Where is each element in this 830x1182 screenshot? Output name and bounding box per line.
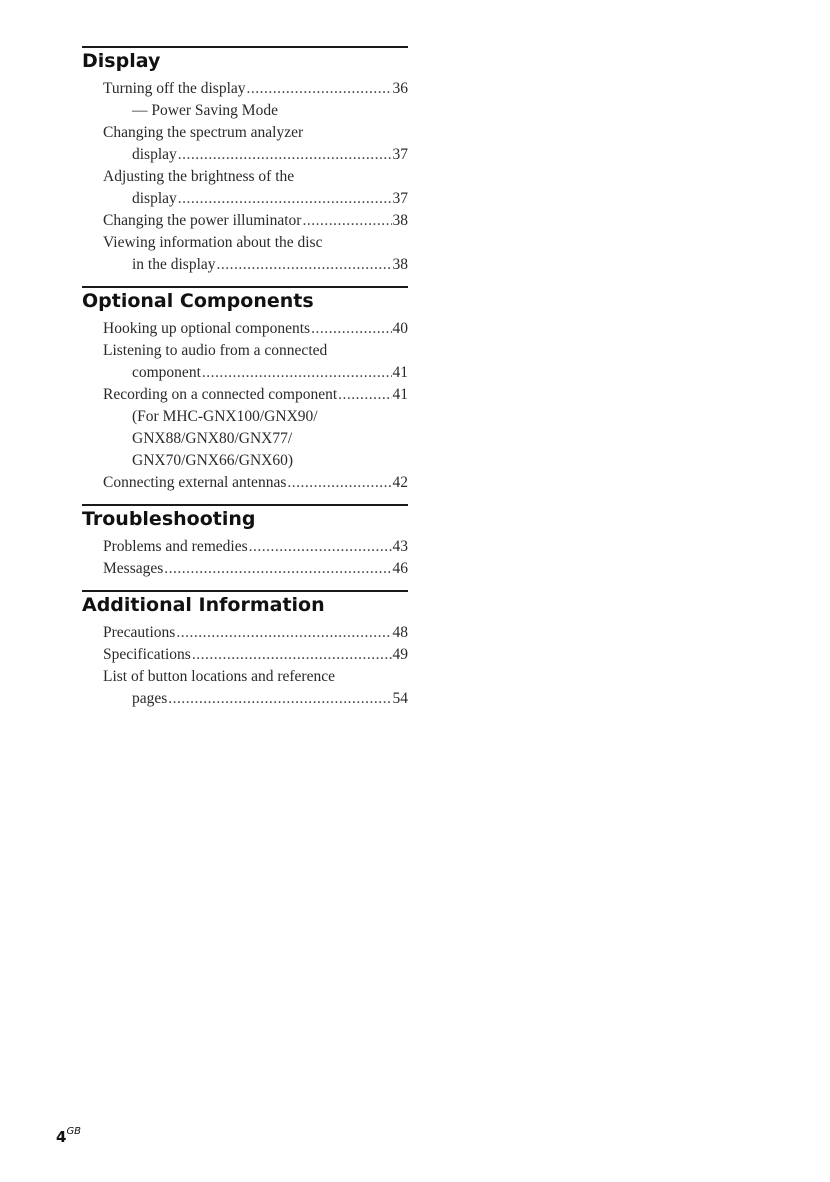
- dot-leader: [247, 78, 392, 100]
- toc-entry-text: Changing the spectrum analyzer: [103, 124, 304, 141]
- toc-entry-text: — Power Saving Mode: [132, 102, 278, 119]
- toc-entry-line: [103, 362, 408, 384]
- toc-entry-line: [103, 472, 408, 494]
- toc-entry-text: Messages: [103, 560, 164, 577]
- toc-entries: [82, 622, 408, 710]
- toc-entry-line: [103, 536, 408, 558]
- section-header: [82, 286, 408, 313]
- dot-leader: [164, 558, 391, 580]
- toc-entry-text: Changing the power illuminator: [103, 212, 302, 229]
- toc-page-number: 43: [392, 538, 408, 555]
- toc-entries: [82, 78, 408, 276]
- toc-section: [82, 286, 408, 494]
- dot-leader: [168, 688, 391, 710]
- toc-entry-text: GNX88/GNX80/GNX77/: [132, 430, 293, 447]
- toc-entry-text: Listening to audio from a connected: [103, 342, 328, 359]
- toc-entry-text: Specifications: [103, 646, 191, 663]
- toc-page-number: 54: [392, 690, 408, 707]
- dot-leader: [249, 536, 392, 558]
- page-number: [56, 1128, 81, 1146]
- table-of-contents: [82, 46, 408, 720]
- section-header: [82, 46, 408, 73]
- dot-leader: [217, 254, 392, 276]
- toc-entry-text: Adjusting the brightness of the: [103, 168, 295, 185]
- section-header: [82, 504, 408, 531]
- toc-entry-line: [103, 318, 408, 340]
- toc-entry-line: [103, 232, 408, 254]
- toc-section: [82, 504, 408, 580]
- toc-entry-line: [103, 100, 408, 122]
- toc-page-number: 37: [392, 146, 408, 163]
- toc-entry-line: [103, 644, 408, 666]
- section-title: Optional Components: [82, 290, 314, 312]
- toc-entry-text: display: [132, 146, 177, 163]
- toc-entries: [82, 318, 408, 494]
- toc-entry-line: [103, 210, 408, 232]
- toc-section: [82, 590, 408, 710]
- toc-entry-text: Hooking up optional components: [103, 320, 311, 337]
- toc-entry-text: Problems and remedies: [103, 538, 248, 555]
- toc-entry-line: [103, 406, 408, 428]
- dot-leader: [302, 210, 391, 232]
- toc-entry-text: in the display: [132, 256, 216, 273]
- section-title: Troubleshooting: [82, 508, 256, 530]
- dot-leader: [311, 318, 391, 340]
- toc-entry-line: [103, 622, 408, 644]
- toc-page-number: 41: [392, 386, 408, 403]
- dot-leader: [178, 144, 392, 166]
- dot-leader: [178, 188, 392, 210]
- toc-page-number: 36: [392, 80, 408, 97]
- toc-entry-line: [103, 78, 408, 100]
- toc-entry-text: Turning off the display: [103, 80, 246, 97]
- toc-entry-text: component: [132, 364, 201, 381]
- page-number-suffix: GB: [66, 1126, 82, 1137]
- toc-entry-line: [103, 666, 408, 688]
- toc-entry-line: [103, 144, 408, 166]
- toc-page-number: 42: [392, 474, 408, 491]
- toc-entry-line: [103, 384, 408, 406]
- toc-page-number: 41: [392, 364, 408, 381]
- toc-page-number: 40: [392, 320, 408, 337]
- toc-page-number: 38: [392, 212, 408, 229]
- section-title: Display: [82, 50, 161, 72]
- toc-entries: [82, 536, 408, 580]
- toc-page-number: 37: [392, 190, 408, 207]
- section-header: [82, 590, 408, 617]
- toc-entry-text: List of button locations and reference: [103, 668, 335, 685]
- toc-entry-text: display: [132, 190, 177, 207]
- toc-section: [82, 46, 408, 276]
- toc-entry-text: pages: [132, 690, 168, 707]
- toc-entry-line: [103, 450, 408, 472]
- toc-page-number: 48: [392, 624, 408, 641]
- toc-page-number: 49: [392, 646, 408, 663]
- toc-entry-line: [103, 188, 408, 210]
- toc-entry-text: Recording on a connected component: [103, 386, 338, 403]
- toc-entry-line: [103, 166, 408, 188]
- toc-entry-text: Viewing information about the disc: [103, 234, 323, 251]
- dot-leader: [287, 472, 391, 494]
- toc-page-number: 46: [392, 560, 408, 577]
- toc-entry-line: [103, 688, 408, 710]
- toc-entry-text: GNX70/GNX66/GNX60): [132, 452, 294, 469]
- dot-leader: [338, 384, 391, 406]
- toc-entry-text: Precautions: [103, 624, 176, 641]
- section-title: Additional Information: [82, 594, 325, 616]
- toc-entry-line: [103, 428, 408, 450]
- toc-entry-text: Connecting external antennas: [103, 474, 287, 491]
- toc-page-number: 38: [392, 256, 408, 273]
- toc-entry-line: [103, 122, 408, 144]
- dot-leader: [192, 644, 392, 666]
- toc-entry-text: (For MHC-GNX100/GNX90/: [132, 408, 318, 425]
- toc-entry-line: [103, 340, 408, 362]
- toc-entry-line: [103, 254, 408, 276]
- dot-leader: [202, 362, 392, 384]
- dot-leader: [176, 622, 391, 644]
- toc-entry-line: [103, 558, 408, 580]
- page-number-value: 4: [56, 1128, 67, 1146]
